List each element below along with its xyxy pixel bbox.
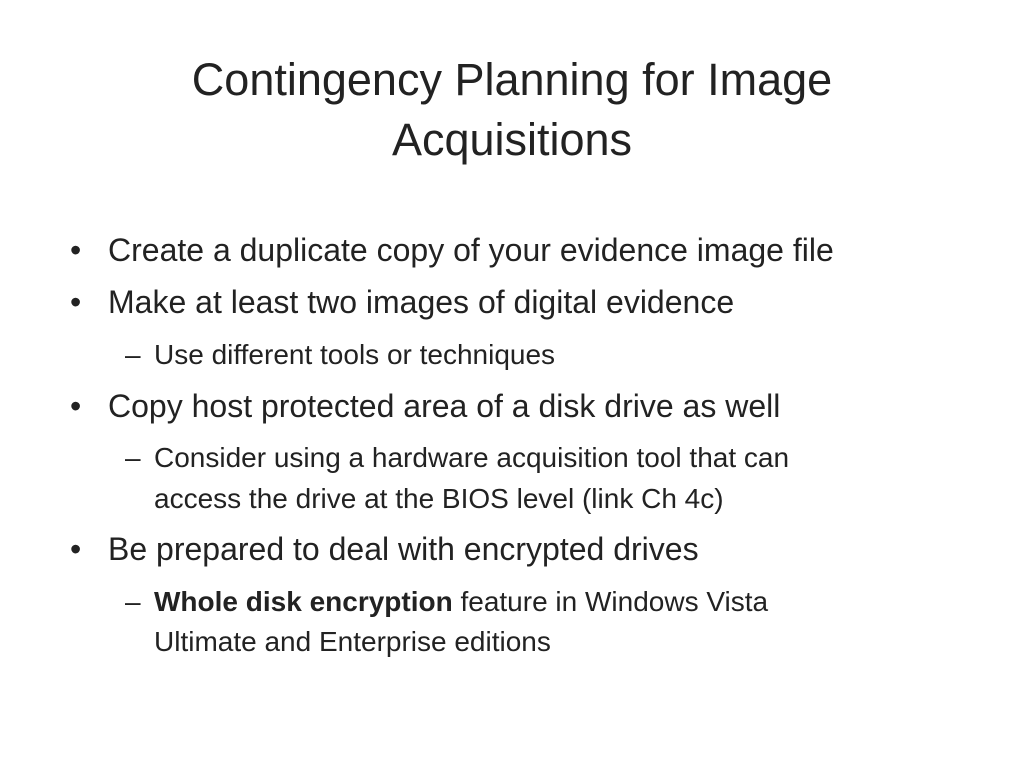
bullet-marker: • — [70, 531, 82, 567]
bullet-marker: • — [70, 388, 82, 424]
sub-bullet-text-line-1 — [154, 582, 768, 622]
sub-bullet-text-line-2: access the drive at the BIOS level (link Ch 4c) — [154, 483, 724, 514]
sub-bullet-marker: – — [125, 339, 141, 370]
bullet-text: Be prepared to deal with encrypted drives — [108, 531, 699, 567]
slide-title-line-2: Acquisitions — [391, 114, 633, 165]
slide-title-line-1: Contingency Planning for Image — [191, 54, 833, 105]
bullet-marker: • — [70, 284, 82, 320]
sub-bullet-text: Use different tools or techniques — [154, 339, 556, 370]
sub-bullet-marker: – — [125, 442, 141, 473]
sub-bullet-marker: – — [125, 586, 141, 617]
bullet-text: Copy host protected area of a disk drive as well — [108, 388, 781, 424]
sub-bullet-text-line-1: Consider using a hardware acquisition tool that can — [154, 442, 790, 473]
bullet-text: Create a duplicate copy of your evidence image file — [108, 232, 834, 268]
bullet-marker: • — [70, 232, 82, 268]
sub-bullet-text-line-2: Ultimate and Enterprise editions — [154, 626, 551, 657]
bullet-text: Make at least two images of digital evidence — [108, 284, 735, 320]
bold-term: Whole disk encryption — [154, 586, 453, 617]
sub-bullet-text-rest: feature in Windows Vista — [452, 586, 769, 617]
